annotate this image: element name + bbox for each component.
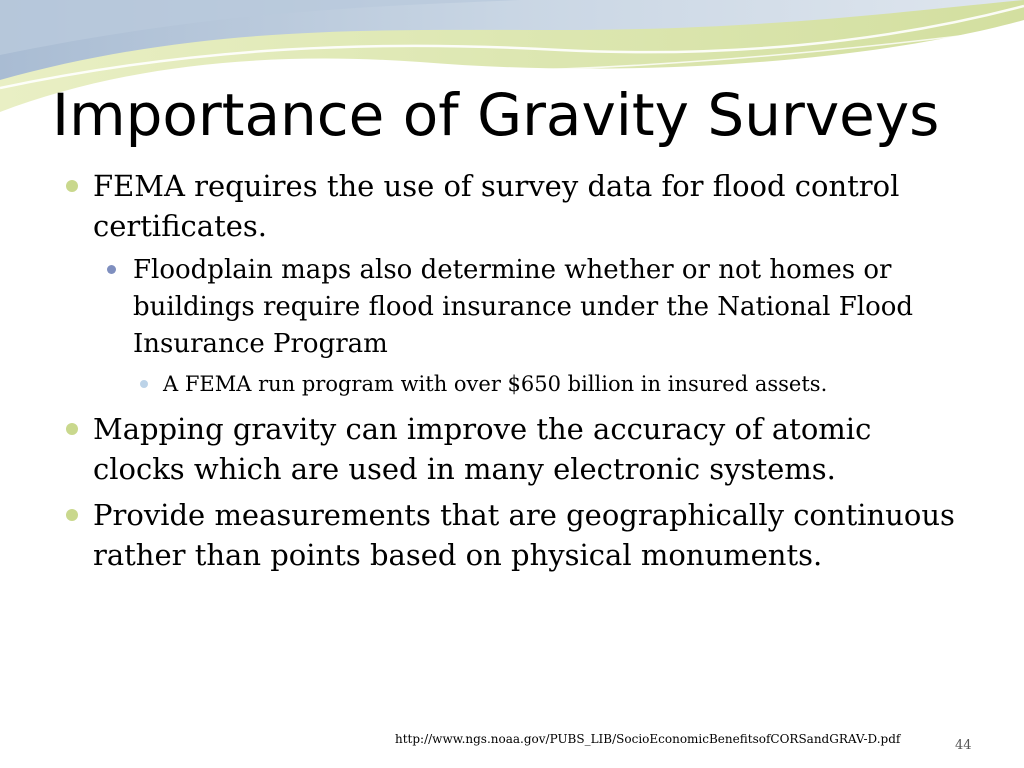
bullet-text: A FEMA run program with over $650 billion in insured assets. [163, 372, 828, 396]
source-url-link[interactable]: http://www.ngs.noaa.gov/PUBS_LIB/SocioEconomicBenefitsofCORSandGRAV-D.pdf [395, 732, 901, 746]
bullet-dot-icon [140, 380, 148, 388]
bullet-item [93, 495, 966, 575]
bullet-dot-icon [66, 180, 78, 192]
bullet-list [66, 166, 966, 581]
bullet-dot-icon [66, 509, 78, 521]
bullet-dot-icon [107, 265, 116, 274]
sub-bullet-item [133, 252, 966, 363]
bullet-text: FEMA requires the use of survey data for flood control certificates. [93, 169, 900, 243]
bullet-item [93, 409, 966, 489]
bullet-text: Provide measurements that are geographically continuous rather than points based on physical monuments. [93, 498, 955, 572]
slide-title: Importance of Gravity Surveys [52, 81, 940, 149]
page-number: 44 [955, 738, 972, 753]
bullet-item [93, 166, 966, 246]
sub-sub-bullet-item [163, 369, 966, 399]
bullet-dot-icon [66, 423, 78, 435]
bullet-text: Mapping gravity can improve the accuracy of atomic clocks which are used in many electronic systems. [93, 412, 872, 486]
bullet-text: Floodplain maps also determine whether or not homes or buildings require flood insurance under the National Flood Insurance Program [133, 255, 914, 359]
